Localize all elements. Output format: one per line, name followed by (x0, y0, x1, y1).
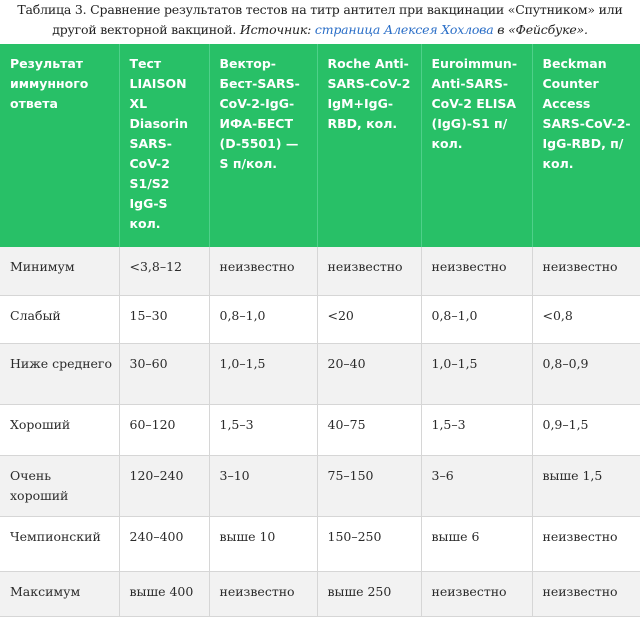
table-cell: 1,0–1,5 (209, 343, 317, 404)
header-cell-result: Результат иммунного ответа (0, 44, 119, 247)
row-label-cell: Очень хороший (0, 455, 119, 516)
source-link[interactable]: страница Алексея Хохлова (314, 22, 494, 37)
table-cell: выше 10 (209, 516, 317, 571)
table-cell: <20 (317, 295, 421, 343)
table-cell: выше 250 (317, 571, 421, 616)
table-row (0, 571, 640, 616)
table-cell: неизвестно (421, 247, 532, 295)
table-cell: 15–30 (119, 295, 209, 343)
table-cell: 0,9–1,5 (532, 404, 640, 455)
table-cell: 0,8–1,0 (421, 295, 532, 343)
table-cell: 1,5–3 (421, 404, 532, 455)
table-cell: неизвестно (317, 247, 421, 295)
table-cell: выше 6 (421, 516, 532, 571)
row-label-cell: Минимум (0, 247, 119, 295)
table-cell: неизвестно (209, 571, 317, 616)
table-caption (0, 0, 640, 44)
row-label-cell: Чемпионский (0, 516, 119, 571)
table-cell: 60–120 (119, 404, 209, 455)
table-cell: неизвестно (209, 247, 317, 295)
table-cell: 3–10 (209, 455, 317, 516)
table-row (0, 247, 640, 295)
table-cell: неизвестно (532, 516, 640, 571)
header-cell-vector-best: Вектор-Бест-SARS-CoV-2-IgG-ИФА-БЕСТ (D-5501) — S п/кол. (209, 44, 317, 247)
table-cell: неизвестно (421, 571, 532, 616)
table-cell: 75–150 (317, 455, 421, 516)
table-row (0, 404, 640, 455)
caption-title: Таблица 3. Сравнение результатов тестов на титр антител при вакцинации «Спутником» или другой векторной вакциной. (17, 2, 623, 37)
caption-source-prefix: Источник: (239, 22, 312, 37)
antibody-test-comparison-table (0, 44, 640, 617)
table-cell: 20–40 (317, 343, 421, 404)
table-cell: выше 400 (119, 571, 209, 616)
table-cell: 150–250 (317, 516, 421, 571)
table-cell: 3–6 (421, 455, 532, 516)
table-cell: 40–75 (317, 404, 421, 455)
header-cell-beckman: Beckman Counter Access SARS-CoV-2-IgG-RBD, п/кол. (532, 44, 640, 247)
table-cell: 30–60 (119, 343, 209, 404)
table-cell: 0,8–0,9 (532, 343, 640, 404)
header-row (0, 44, 640, 247)
table-cell: неизвестно (532, 571, 640, 616)
table-row (0, 516, 640, 571)
table-cell: неизвестно (532, 247, 640, 295)
table-cell: 1,0–1,5 (421, 343, 532, 404)
table-row (0, 455, 640, 516)
table-cell: выше 1,5 (532, 455, 640, 516)
header-cell-roche: Roche Anti-SARS-CoV-2 IgM+IgG-RBD, кол. (317, 44, 421, 247)
header-cell-euroimmun: Euroimmun-Anti-SARS-CoV-2 ELISA (IgG)-S1 п/кол. (421, 44, 532, 247)
table-row (0, 343, 640, 404)
table-cell: 120–240 (119, 455, 209, 516)
header-cell-liaison: Тест LIAISON XL Diasorin SARS-CoV-2 S1/S2 IgG-S кол. (119, 44, 209, 247)
row-label-cell: Максимум (0, 571, 119, 616)
row-label-cell: Хороший (0, 404, 119, 455)
row-label-cell: Ниже среднего (0, 343, 119, 404)
table-cell: 0,8–1,0 (209, 295, 317, 343)
table-row (0, 295, 640, 343)
table-cell: <0,8 (532, 295, 640, 343)
caption-source-suffix: в «Фейсбуке». (497, 22, 588, 37)
table-cell: 240–400 (119, 516, 209, 571)
table-cell: <3,8–12 (119, 247, 209, 295)
row-label-cell: Слабый (0, 295, 119, 343)
table-cell: 1,5–3 (209, 404, 317, 455)
